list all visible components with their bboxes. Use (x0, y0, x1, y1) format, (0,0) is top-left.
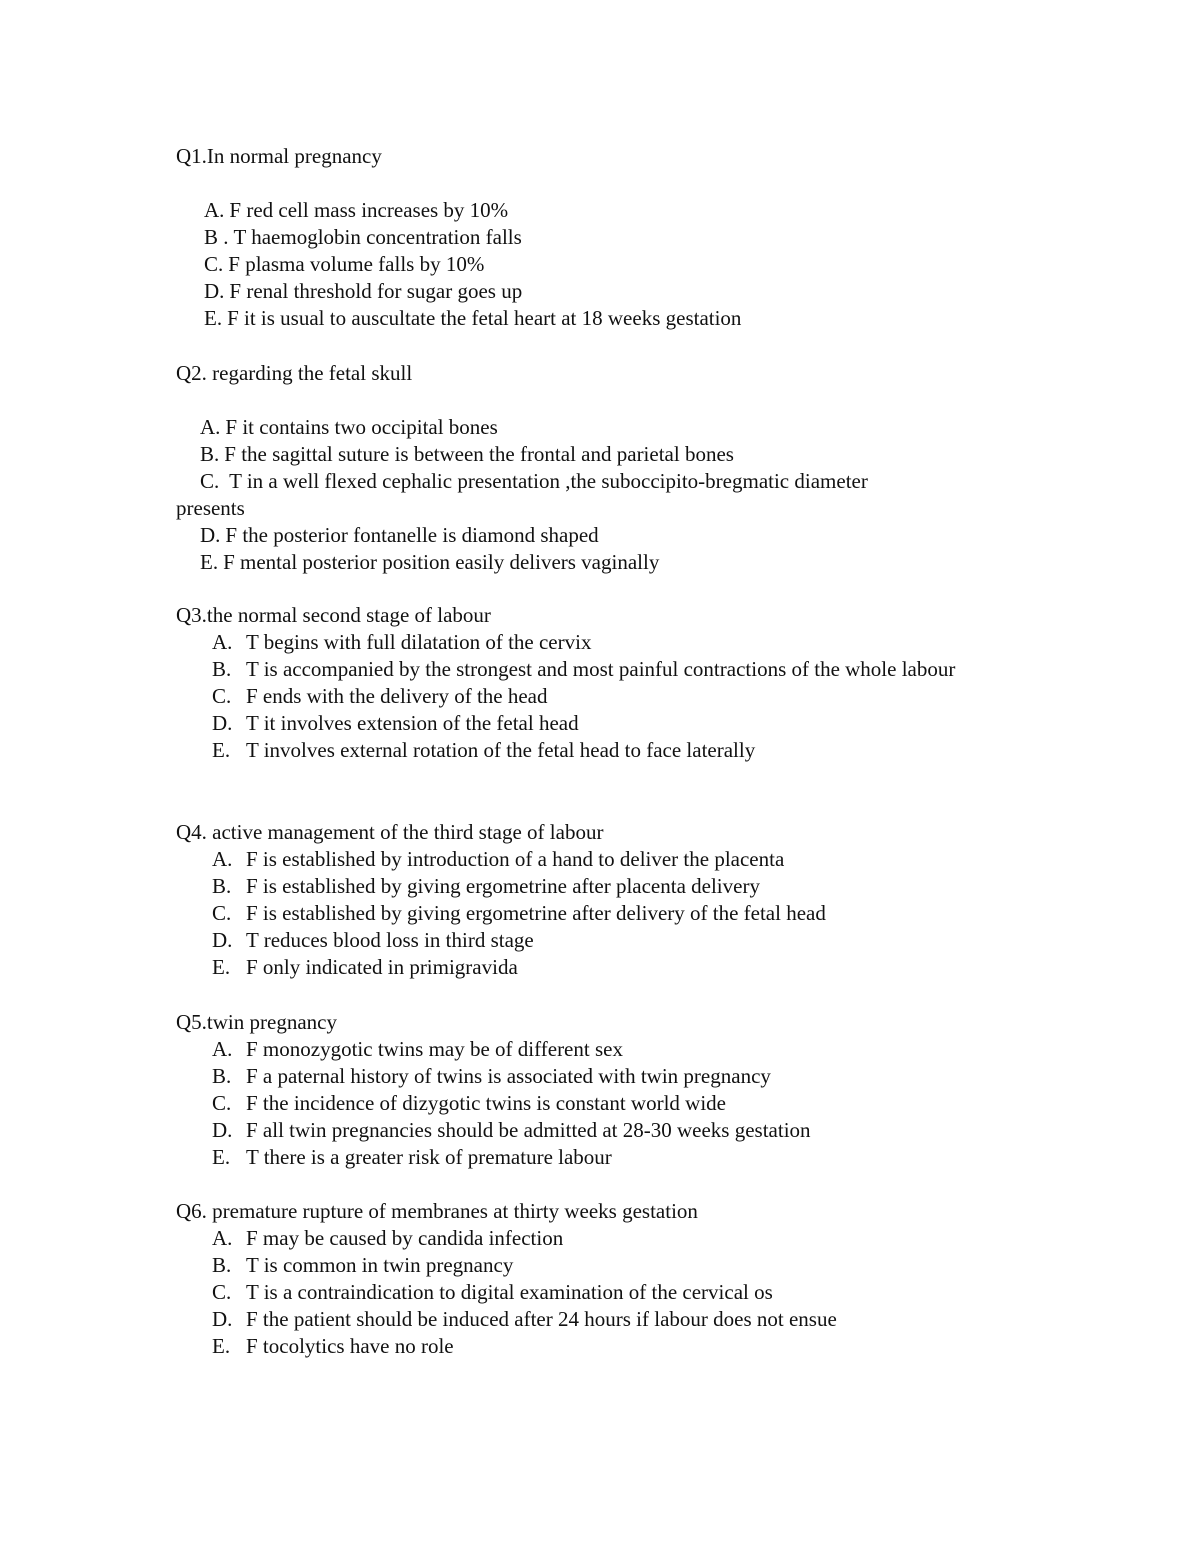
option (176, 710, 1026, 737)
option-letter: E. (212, 1145, 231, 1169)
option-letter: A. (200, 415, 221, 439)
option-letter: B . (204, 225, 229, 249)
option (176, 549, 1026, 576)
question-5 (176, 1009, 1026, 1171)
option-letter: C. (200, 469, 220, 493)
option-text: F is established by giving ergometrine after delivery of the fetal head (246, 901, 826, 925)
option (176, 251, 1026, 278)
option-letter: B. (212, 1253, 232, 1277)
option (176, 1279, 1026, 1306)
option-letter: B. (212, 657, 232, 681)
question-1 (176, 143, 1026, 332)
option-letter: E. (212, 955, 231, 979)
option-letter: D. (200, 523, 221, 547)
option-text: T is common in twin pregnancy (246, 1253, 514, 1277)
option-text: F all twin pregnancies should be admitted at 28-30 weeks gestation (246, 1118, 811, 1142)
option-letter: D. (212, 1307, 233, 1331)
option-text: T it involves extension of the fetal head (246, 711, 579, 735)
option (176, 954, 1026, 981)
option-letter: D. (212, 1118, 233, 1142)
option-text: F ends with the delivery of the head (246, 684, 548, 708)
option-letter: B. (212, 1064, 232, 1088)
option-text: F tocolytics have no role (246, 1334, 454, 1358)
option-text: F the sagittal suture is between the frontal and parietal bones (224, 442, 734, 466)
option-text: F it contains two occipital bones (225, 415, 498, 439)
option (176, 197, 1026, 224)
option-text: F the posterior fontanelle is diamond shaped (225, 523, 599, 547)
option (176, 873, 1026, 900)
question-title: Q6. premature rupture of membranes at thirty weeks gestation (176, 1199, 698, 1223)
option-letter: B. (212, 874, 232, 898)
option-text: T is a contraindication to digital examination of the cervical os (246, 1280, 773, 1304)
option-letter: E. (204, 306, 223, 330)
option-text: F may be caused by candida infection (246, 1226, 564, 1250)
question-4 (176, 819, 1026, 981)
option-letter: B. (200, 442, 220, 466)
option-letter: A. (204, 198, 225, 222)
option (176, 1225, 1026, 1252)
option (176, 900, 1026, 927)
option (176, 683, 1026, 710)
option-text: F monozygotic twins may be of different sex (246, 1037, 623, 1061)
option-text: F mental posterior position easily delivers vaginally (223, 550, 660, 574)
option (176, 1117, 1026, 1144)
option (176, 629, 1026, 656)
option-text: F it is usual to auscultate the fetal heart at 18 weeks gestation (227, 306, 742, 330)
option-letter: A. (212, 1037, 233, 1061)
option-text: F a paternal history of twins is associated with twin pregnancy (246, 1064, 771, 1088)
option (176, 441, 1026, 468)
option (176, 1252, 1026, 1279)
option-text: T begins with full dilatation of the cervix (246, 630, 592, 654)
option-text: T haemoglobin concentration falls (233, 225, 522, 249)
option-text: F only indicated in primigravida (246, 955, 518, 979)
question-title: Q5.twin pregnancy (176, 1010, 337, 1034)
option-text: T there is a greater risk of premature labour (246, 1145, 612, 1169)
option-text: F is established by giving ergometrine after placenta delivery (246, 874, 760, 898)
option-letter: D. (212, 711, 233, 735)
option-text: T reduces blood loss in third stage (246, 928, 534, 952)
option-letter: D. (204, 279, 225, 303)
option-text: F the incidence of dizygotic twins is constant world wide (246, 1091, 726, 1115)
option-text: F renal threshold for sugar goes up (229, 279, 523, 303)
option-letter: C. (212, 684, 232, 708)
option-text: T in a well flexed cephalic presentation ,the suboccipito-bregmatic diameter (229, 469, 868, 493)
option-letter: C. (212, 1280, 232, 1304)
question-title: Q3.the normal second stage of labour (176, 603, 491, 627)
option (176, 1306, 1026, 1333)
option-letter: A. (212, 847, 233, 871)
option-letter: C. (204, 252, 224, 276)
option-letter: E. (212, 1334, 231, 1358)
option (176, 737, 1026, 764)
question-6 (176, 1198, 1026, 1360)
option-text: F the patient should be induced after 24 hours if labour does not ensue (246, 1307, 837, 1331)
question-title: Q4. active management of the third stage of labour (176, 820, 604, 844)
option (176, 846, 1026, 873)
question-2 (176, 360, 1026, 576)
option (176, 1036, 1026, 1063)
option-text: T involves external rotation of the fetal head to face laterally (246, 738, 756, 762)
option-text: F plasma volume falls by 10% (228, 252, 485, 276)
question-title: Q2. regarding the fetal skull (176, 361, 413, 385)
option (176, 224, 1026, 251)
option-letter: D. (212, 928, 233, 952)
option-text: F red cell mass increases by 10% (229, 198, 509, 222)
option-text: F is established by introduction of a hand to deliver the placenta (246, 847, 785, 871)
option-letter: C. (212, 901, 232, 925)
option (176, 522, 1026, 549)
option-letter: C. (212, 1091, 232, 1115)
option (176, 1063, 1026, 1090)
option-letter: A. (212, 1226, 233, 1250)
option-letter: E. (212, 738, 231, 762)
option (176, 468, 1026, 522)
option-text: T is accompanied by the strongest and most painful contractions of the whole labour (246, 657, 956, 681)
question-3 (176, 602, 1026, 764)
option (176, 1090, 1026, 1117)
option (176, 927, 1026, 954)
option (176, 414, 1026, 441)
option (176, 305, 1026, 332)
option (176, 1333, 1026, 1360)
option-letter: E. (200, 550, 219, 574)
option (176, 278, 1026, 305)
option (176, 656, 1026, 683)
question-title: Q1.In normal pregnancy (176, 144, 382, 168)
option-letter: A. (212, 630, 233, 654)
option (176, 1144, 1026, 1171)
option-text-continuation: presents (176, 496, 245, 520)
